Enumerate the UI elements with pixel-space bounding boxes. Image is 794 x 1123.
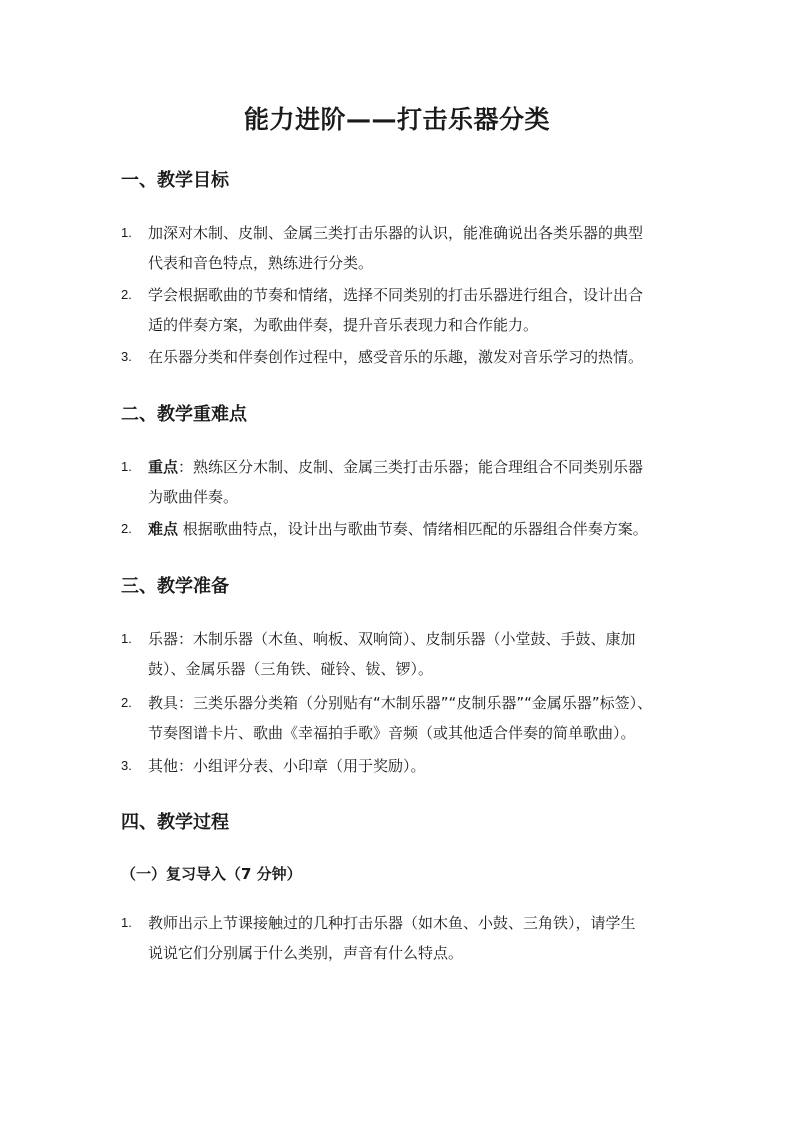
item-line: 说说它们分别属于什么类别，声音有什么特点。 <box>148 944 464 962</box>
item-line: 代表和音色特点，熟练进行分类。 <box>148 254 374 272</box>
list-item <box>121 342 721 372</box>
list-number: 3. <box>121 758 132 773</box>
list-item <box>121 218 721 278</box>
list-number: 2. <box>121 521 132 536</box>
item-line: 根据歌曲特点，设计出与歌曲节奏、情绪相匹配的乐器组合伴奏方案。 <box>182 520 648 538</box>
item-line: 其他：小组评分表、小印章（用于奖励）。 <box>148 757 426 775</box>
section-heading-process: 四、教学过程 <box>121 812 229 833</box>
item-line: 教具：三类乐器分类箱（分别贴有“木制乐器”“皮制乐器”“金属乐器”标签）、 <box>148 694 653 712</box>
item-line: 加深对木制、皮制、金属三类打击乐器的认识，能准确说出各类乐器的典型 <box>148 224 644 242</box>
item-line: 鼓）、金属乐器（三角铁、碰铃、钹、锣）。 <box>148 660 434 678</box>
item-line: 学会根据歌曲的节奏和情绪，选择不同类别的打击乐器进行组合，设计出合 <box>148 286 644 304</box>
list-number: 1. <box>121 915 132 930</box>
list-item <box>121 688 721 748</box>
list-number: 1. <box>121 631 132 646</box>
list-item <box>121 514 721 544</box>
list-number: 1. <box>121 225 132 240</box>
section-heading-key-points: 二、教学重难点 <box>121 404 247 425</box>
item-line: 适的伴奏方案，为歌曲伴奏，提升音乐表现力和合作能力。 <box>148 316 539 334</box>
list-number: 1. <box>121 459 132 474</box>
list-item <box>121 452 721 512</box>
item-line: 在乐器分类和伴奏创作过程中，感受音乐的乐趣，激发对音乐学习的热情。 <box>148 348 644 366</box>
subsection-heading: （一）复习导入（7 分钟） <box>121 865 302 883</box>
document-title: 能力进阶——打击乐器分类 <box>243 105 550 134</box>
item-line: 教师出示上节课接触过的几种打击乐器（如木鱼、小鼓、三角铁），请学生 <box>148 914 636 932</box>
list-number: 3. <box>121 349 132 364</box>
list-item <box>121 624 721 684</box>
item-line: ：熟练区分木制、皮制、金属三类打击乐器；能合理组合不同类别乐器 <box>178 458 644 476</box>
item-line: 节奏图谱卡片、歌曲《幸福拍手歌》音频（或其他适合伴奏的简单歌曲）。 <box>148 724 636 742</box>
bold-label: 难点 <box>148 520 179 538</box>
list-item <box>121 908 721 968</box>
item-line: 为歌曲伴奏。 <box>148 488 239 506</box>
bold-label: 重点 <box>148 458 179 476</box>
item-line: 乐器：木制乐器（木鱼、响板、双响筒）、皮制乐器（小堂鼓、手鼓、康加 <box>148 630 636 648</box>
section-heading-objectives: 一、教学目标 <box>121 170 229 191</box>
section-heading-preparation: 三、教学准备 <box>121 576 229 597</box>
list-number: 2. <box>121 287 132 302</box>
list-number: 2. <box>121 695 132 710</box>
list-item <box>121 751 721 781</box>
list-item <box>121 280 721 340</box>
